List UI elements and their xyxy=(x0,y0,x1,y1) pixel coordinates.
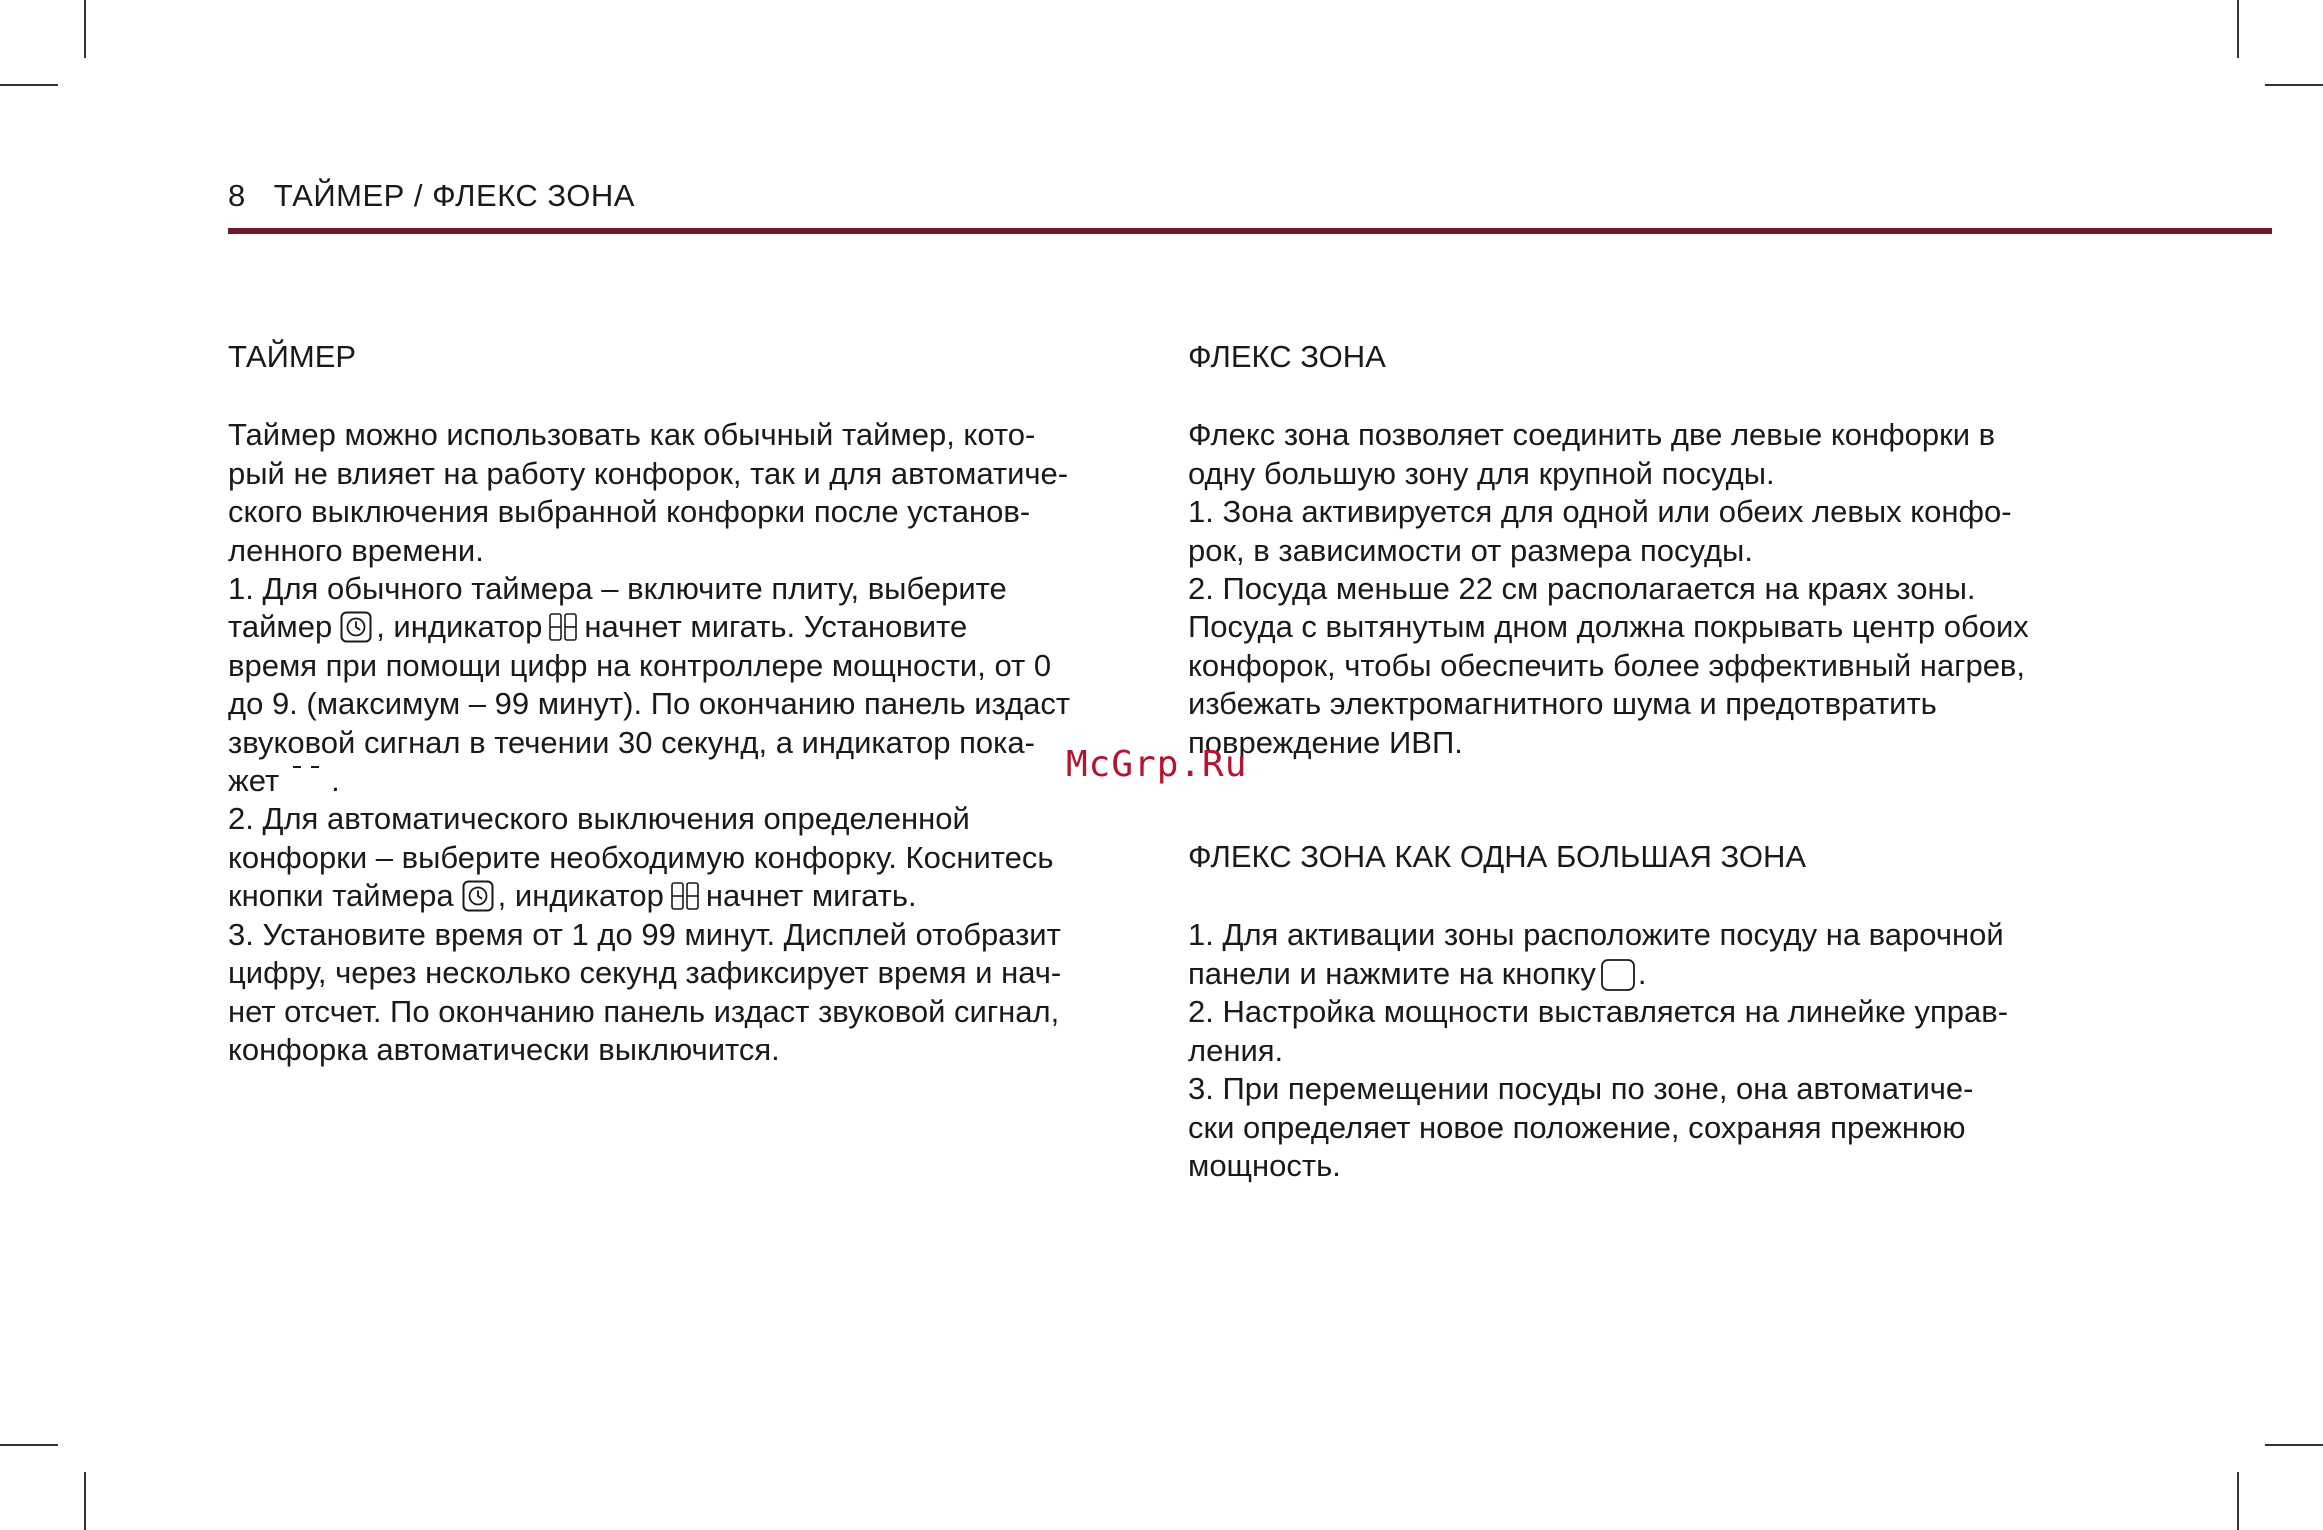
text-line xyxy=(228,762,1148,800)
timer-clock-icon xyxy=(462,880,494,912)
text-line: звуковой сигнал в течении 30 секунд, а индикатор пока- xyxy=(228,724,1035,760)
text-fragment: кнопки таймера xyxy=(228,878,454,914)
text-fragment: , индикатор xyxy=(497,878,664,914)
text-fragment: начнет мигать. xyxy=(705,878,917,914)
page-header xyxy=(228,178,635,214)
page-title: ТАЙМЕР / ФЛЕКС ЗОНА xyxy=(273,178,635,213)
text-line: 3. Установите время от 1 до 99 минут. Дисплей отобразит xyxy=(228,916,1061,952)
text-line: рый не влияет на работу конфорок, так и для автоматиче- xyxy=(228,455,1069,491)
crop-mark xyxy=(2237,0,2239,58)
text-line: 2. Для автоматического выключения определенной xyxy=(228,801,970,837)
text-fragment: таймер xyxy=(228,609,333,645)
text-line: Посуда с вытянутым дном должна покрывать центр обоих xyxy=(1188,609,2029,645)
text-line: одну большую зону для крупной посуды. xyxy=(1188,455,1775,491)
watermark: McGrp.Ru xyxy=(1066,744,1248,785)
crop-mark xyxy=(84,0,86,58)
text-line: 2. Настройка мощности выставляется на линейке управ- xyxy=(1188,994,2009,1030)
text-line: мощность. xyxy=(1188,1147,1341,1183)
crop-mark xyxy=(0,84,58,86)
text-line: рок, в зависимости от размера посуды. xyxy=(1188,532,1753,568)
text-line: 1. Для обычного таймера – включите плиту, выберите xyxy=(228,571,1007,607)
text-line: конфорок, чтобы обеспечить более эффективный нагрев, xyxy=(1188,647,2026,683)
timer-clock-icon xyxy=(340,611,372,643)
flex-zone-section xyxy=(1188,338,2128,1185)
text-line: время при помощи цифр на контроллере мощности, от 0 xyxy=(228,647,1052,683)
text-line: Таймер можно использовать как обычный таймер, кото- xyxy=(228,417,1036,453)
double-dash-display-icon xyxy=(289,763,325,777)
text-line: ления. xyxy=(1188,1032,1284,1068)
text-line: ски определяет новое положение, сохраняя прежнюю xyxy=(1188,1109,1966,1145)
page-number: 8 xyxy=(228,178,246,213)
crop-mark xyxy=(84,1472,86,1530)
text-fragment: , индикатор xyxy=(376,609,543,645)
text-fragment: жет xyxy=(228,763,280,799)
flex-zone-large-heading: ФЛЕКС ЗОНА КАК ОДНА БОЛЬШАЯ ЗОНА xyxy=(1188,839,1807,875)
segment-display-icon xyxy=(548,612,578,642)
text-line: избежать электромагнитного шума и предотвратить xyxy=(1188,686,1937,722)
text-line: цифру, через несколько секунд зафиксирует время и нач- xyxy=(228,955,1062,991)
crop-mark xyxy=(2265,84,2323,86)
timer-section xyxy=(228,338,1148,1069)
flex-zone-large-text xyxy=(1188,916,2128,1185)
text-line: Флекс зона позволяет соединить две левые конфорки в xyxy=(1188,417,1996,453)
flex-zone-key-icon xyxy=(1600,958,1636,992)
text-fragment: панели и нажмите на кнопку xyxy=(1188,955,1596,991)
crop-mark xyxy=(2265,1444,2323,1446)
crop-mark xyxy=(0,1444,58,1446)
text-fragment: . xyxy=(1637,955,1647,991)
spacer xyxy=(1188,762,2128,838)
text-fragment: начнет мигать. Установите xyxy=(584,609,968,645)
flex-zone-text xyxy=(1188,416,2128,762)
text-line: 1. Для активации зоны расположите посуду на варочной xyxy=(1188,917,2004,953)
timer-text xyxy=(228,416,1148,1069)
text-line xyxy=(228,877,1148,915)
text-line: 1. Зона активируется для одной или обеих левых конфо- xyxy=(1188,494,2012,530)
text-line: нет отсчет. По окончанию панель издаст звуковой сигнал, xyxy=(228,993,1060,1029)
text-line: 3. При перемещении посуды по зоне, она автоматиче- xyxy=(1188,1071,1974,1107)
text-fragment: . xyxy=(331,763,340,799)
text-line: конфорки – выберите необходимую конфорку. Коснитесь xyxy=(228,839,1054,875)
text-line xyxy=(1188,955,2128,993)
text-line: конфорка автоматически выключится. xyxy=(228,1031,780,1067)
header-rule xyxy=(228,228,2272,234)
text-line: ленного времени. xyxy=(228,532,484,568)
timer-heading: ТАЙМЕР xyxy=(228,339,357,374)
text-line xyxy=(228,608,1148,646)
text-line: повреждение ИВП. xyxy=(1188,724,1463,760)
text-line: до 9. (максимум – 99 минут). По окончанию панель издаст xyxy=(228,686,1071,722)
segment-display-icon xyxy=(670,881,700,911)
text-line: 2. Посуда меньше 22 см располагается на краях зоны. xyxy=(1188,571,1976,607)
text-line: ского выключения выбранной конфорки после установ- xyxy=(228,494,1031,530)
crop-mark xyxy=(2237,1472,2239,1530)
flex-zone-heading: ФЛЕКС ЗОНА xyxy=(1188,339,1386,374)
